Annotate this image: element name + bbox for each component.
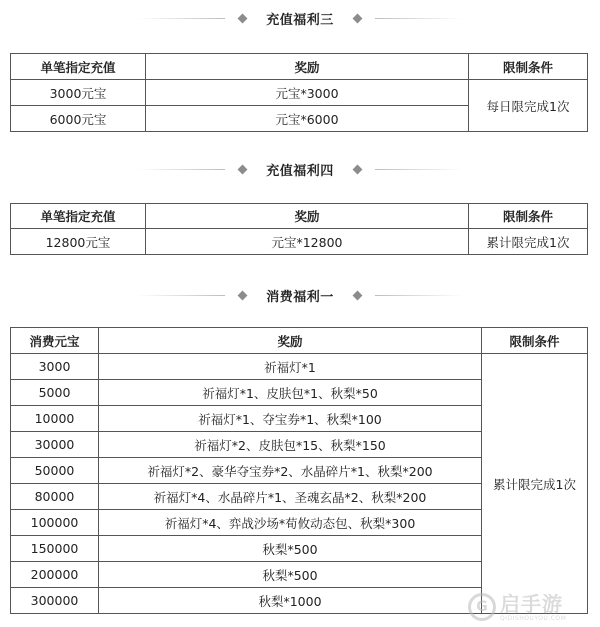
cell-reward: 秋梨*500 bbox=[99, 562, 482, 588]
title-rule-right bbox=[375, 295, 463, 296]
diamond-icon bbox=[238, 164, 248, 174]
cell-reward: 祈福灯*4、水晶碎片*1、圣魂玄晶*2、秋梨*200 bbox=[99, 484, 482, 510]
site-watermark bbox=[468, 589, 596, 625]
cell-reward: 祈福灯*1、夺宝券*1、秋梨*100 bbox=[99, 406, 482, 432]
header-reward: 奖励 bbox=[146, 204, 469, 229]
cell-amount: 3000 bbox=[11, 354, 99, 380]
header-amount: 单笔指定充值 bbox=[11, 54, 146, 80]
table-row bbox=[11, 80, 588, 106]
cell-amount: 3000元宝 bbox=[11, 80, 146, 106]
cell-reward: 元宝*6000 bbox=[146, 106, 469, 132]
header-amount: 单笔指定充值 bbox=[11, 204, 146, 229]
table-header-row bbox=[11, 328, 588, 354]
cell-amount: 10000 bbox=[11, 406, 99, 432]
title-rule-left bbox=[137, 295, 225, 296]
cell-amount: 12800元宝 bbox=[11, 229, 146, 255]
cell-amount: 6000元宝 bbox=[11, 106, 146, 132]
section-title-text: 消费福利一 bbox=[266, 289, 334, 305]
cell-reward: 祈福灯*4、弈战沙场*荀攸动态包、秋梨*300 bbox=[99, 510, 482, 536]
cell-reward: 秋梨*500 bbox=[99, 536, 482, 562]
section-title-3 bbox=[0, 284, 600, 306]
cell-condition: 累计限完成1次 bbox=[482, 354, 588, 614]
diamond-icon bbox=[238, 290, 248, 300]
cell-amount: 200000 bbox=[11, 562, 99, 588]
section-title-1 bbox=[0, 7, 600, 29]
title-rule-right bbox=[375, 18, 463, 19]
header-reward: 奖励 bbox=[146, 54, 469, 80]
cell-condition: 每日限完成1次 bbox=[469, 80, 588, 132]
cell-amount: 300000 bbox=[11, 588, 99, 614]
watermark-text: 启手游 bbox=[500, 591, 563, 616]
title-rule-left bbox=[137, 169, 225, 170]
cell-reward: 祈福灯*1 bbox=[99, 354, 482, 380]
table-header-row bbox=[11, 204, 588, 229]
watermark-subtext: QIDISHOUYOU.COM bbox=[500, 614, 567, 622]
section-title-2 bbox=[0, 158, 600, 180]
cell-condition: 累计限完成1次 bbox=[469, 229, 588, 255]
cell-reward: 祈福灯*1、皮肤包*1、秋梨*50 bbox=[99, 380, 482, 406]
cell-amount: 30000 bbox=[11, 432, 99, 458]
diamond-icon bbox=[238, 13, 248, 23]
cell-reward: 祈福灯*2、皮肤包*15、秋梨*150 bbox=[99, 432, 482, 458]
section-title-text: 充值福利三 bbox=[266, 12, 334, 28]
header-reward: 奖励 bbox=[99, 328, 482, 354]
header-condition: 限制条件 bbox=[469, 54, 588, 80]
diamond-icon bbox=[352, 290, 362, 300]
cell-reward: 祈福灯*2、豪华夺宝券*2、水晶碎片*1、秋梨*200 bbox=[99, 458, 482, 484]
cell-amount: 80000 bbox=[11, 484, 99, 510]
header-condition: 限制条件 bbox=[482, 328, 588, 354]
watermark-logo-icon: G bbox=[468, 593, 496, 621]
header-amount: 消费元宝 bbox=[11, 328, 99, 354]
recharge-table-3 bbox=[10, 53, 588, 132]
title-rule-left bbox=[137, 18, 225, 19]
cell-reward: 元宝*12800 bbox=[146, 229, 469, 255]
table-header-row bbox=[11, 54, 588, 80]
cell-reward: 元宝*3000 bbox=[146, 80, 469, 106]
header-condition: 限制条件 bbox=[469, 204, 588, 229]
recharge-table-4 bbox=[10, 203, 588, 255]
table-row bbox=[11, 354, 588, 380]
diamond-icon bbox=[352, 13, 362, 23]
cell-amount: 50000 bbox=[11, 458, 99, 484]
diamond-icon bbox=[352, 164, 362, 174]
cell-reward: 秋梨*1000 bbox=[99, 588, 482, 614]
title-rule-right bbox=[375, 169, 463, 170]
cell-amount: 150000 bbox=[11, 536, 99, 562]
cell-amount: 100000 bbox=[11, 510, 99, 536]
cell-amount: 5000 bbox=[11, 380, 99, 406]
section-title-text: 充值福利四 bbox=[266, 163, 334, 179]
table-row bbox=[11, 229, 588, 255]
consumption-table-1 bbox=[10, 327, 588, 614]
